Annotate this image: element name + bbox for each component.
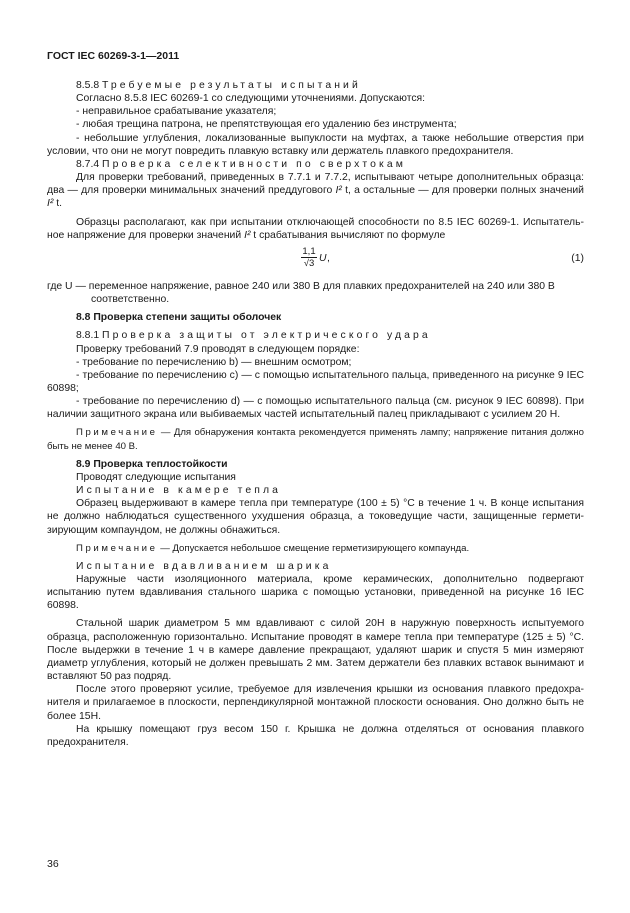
- text-run: t срабатывания вычисляют по формуле: [250, 229, 446, 241]
- text-run: Для проверки требований, приведенных в 7.7.1 и 7.7.2, испытывают четыре дополнительных образца: два — для проверки минимальных значений преддугового: [47, 172, 584, 197]
- note: [47, 426, 584, 452]
- clause-8-7-4: [47, 158, 584, 171]
- clause-title: Проверка защиты от электрического удара: [102, 330, 431, 342]
- formula-numerator: 1,1: [302, 245, 316, 257]
- clause-title: Требуемые результаты испытаний: [102, 80, 361, 91]
- formula-legend: где U — переменное напряжение, равное 240 или 380 В для плавких предохранителей на 240 или 380 В соответственно.: [47, 280, 555, 306]
- clause-8-8-1: [47, 329, 584, 342]
- paragraph: На крышку помещают груз весом 150 г. Крышка не должна отделяться от основания плавкого предохранителя.: [47, 723, 584, 748]
- text-run: t, а остальные — для проверки полных значений: [341, 185, 584, 197]
- clause-8-5-8: [47, 79, 584, 92]
- formula-denominator: √3: [303, 257, 315, 269]
- paragraph: Согласно 8.5.8 IEC 60269-1 со следующими уточнениями. Допускаются:: [76, 93, 426, 105]
- document-body: [47, 79, 584, 749]
- page-number: 36: [47, 858, 59, 870]
- math-symbol: I²: [335, 185, 342, 197]
- paragraph: Стальной шарик диаметром 5 мм вдавливают с силой 20Н в наружную поверхность испытуемого образца, расположенную горизонтально. Испытание проводят в камере тепла при температуре (125 ± 5) °С. После выдержки в течение 1 ч в камере давление прекращают, удаляют шарик и спустя 5 мин измеряют диаметр углубления, который не должен превышать 2 мм. Затем держатели без плавких вставок вынимают и вставляют 50 раз подряд.: [47, 618, 584, 683]
- paragraph: [47, 216, 584, 242]
- formula-comma: ,: [327, 252, 330, 264]
- test-title: Испытание вдавливанием шарика: [76, 560, 332, 572]
- formula-fraction: [301, 246, 317, 270]
- clause-title: Проверка селективности по сверхтокам: [102, 158, 406, 170]
- math-symbol: I²: [47, 198, 54, 210]
- formula-1: [47, 242, 584, 280]
- clause-number: 8.5.8: [76, 80, 100, 91]
- list-item: - неправильное срабатывание указателя;: [76, 106, 277, 118]
- test-title: Испытание в камере тепла: [76, 485, 282, 497]
- paragraph: После этого проверяют усилие, требуемое для извлечения крышки из основания плавкого предохранителя и прилагаемое в плоскости, перпендикулярной монтажной плоскости основания. Оно должно быть не более 15Н.: [47, 684, 584, 722]
- section-heading-8-9: 8.9 Проверка теплостойкости: [76, 458, 228, 470]
- paragraph: Образец выдерживают в камере тепла при температуре (100 ± 5) °С в течение 1 ч. В конце испытания не должно наблюдаться существенного ухудшения образца, а токоведущие части, защищенные герметизирующим компаундом, не должны обнажиться.: [47, 498, 584, 536]
- list-item: - требование по перечислению c) — с помощью испытательного пальца, приведенного на рисунке 9 IEC 60898;: [47, 369, 584, 394]
- paragraph: Проводят следующие испытания: [76, 471, 236, 483]
- list-item: - небольшие углубления, локализованные выпуклости на муфтах, а также небольшие отверстия при условии, что они не могут повредить плавкую вставку или держатель плавкого предохранителя.: [47, 132, 584, 157]
- section-heading-8-8: 8.8 Проверка степени защиты оболочек: [76, 312, 282, 324]
- paragraph: [47, 171, 584, 210]
- list-item: - требование по перечислению d) — с помощью испытательного пальца (см. рисунок 9 IEC 60898). При наличии защитного экрана или выбиваемых частей испытательный палец прикладывают с усилием 20 Н.: [47, 396, 584, 421]
- note-label: Примечание: [76, 542, 158, 554]
- formula-variable: U: [319, 252, 327, 264]
- note: [47, 542, 584, 555]
- text-run: t.: [53, 198, 63, 210]
- clause-number: 8.7.4: [76, 158, 100, 170]
- note-label: Примечание: [76, 427, 158, 439]
- math-symbol: I²: [244, 229, 251, 241]
- note-text: — Допускается небольшое смещение герметизирующего компаунда.: [157, 542, 470, 554]
- paragraph: Проверку требований 7.9 проводят в следующем порядке:: [76, 343, 360, 355]
- paragraph: Наружные части изоляционного материала, кроме керамических, дополнительно подвергают испытанию путем вдавливания стального шарика с помощью установки, приведенной на рисунке 16 IEC 60898.: [47, 574, 584, 612]
- list-item: - любая трещина патрона, не препятствующая его удалению без инструмента;: [76, 119, 457, 131]
- note-text: — Для обнаружения контакта рекомендуется применять лампу; напряжение питания должно быть не менее 40 В.: [47, 427, 584, 452]
- list-item: - требование по перечислению b) — внешним осмотром;: [76, 356, 352, 368]
- text-run: Образцы располагают, как при испытании отключающей способности по 8.5 IEC 60269-1. Испытательное напряжение для проверки значений: [47, 216, 584, 241]
- formula-number: (1): [571, 252, 584, 264]
- page-header: ГОСТ IEC 60269-3-1—2011: [47, 50, 180, 62]
- clause-number: 8.8.1: [76, 330, 100, 342]
